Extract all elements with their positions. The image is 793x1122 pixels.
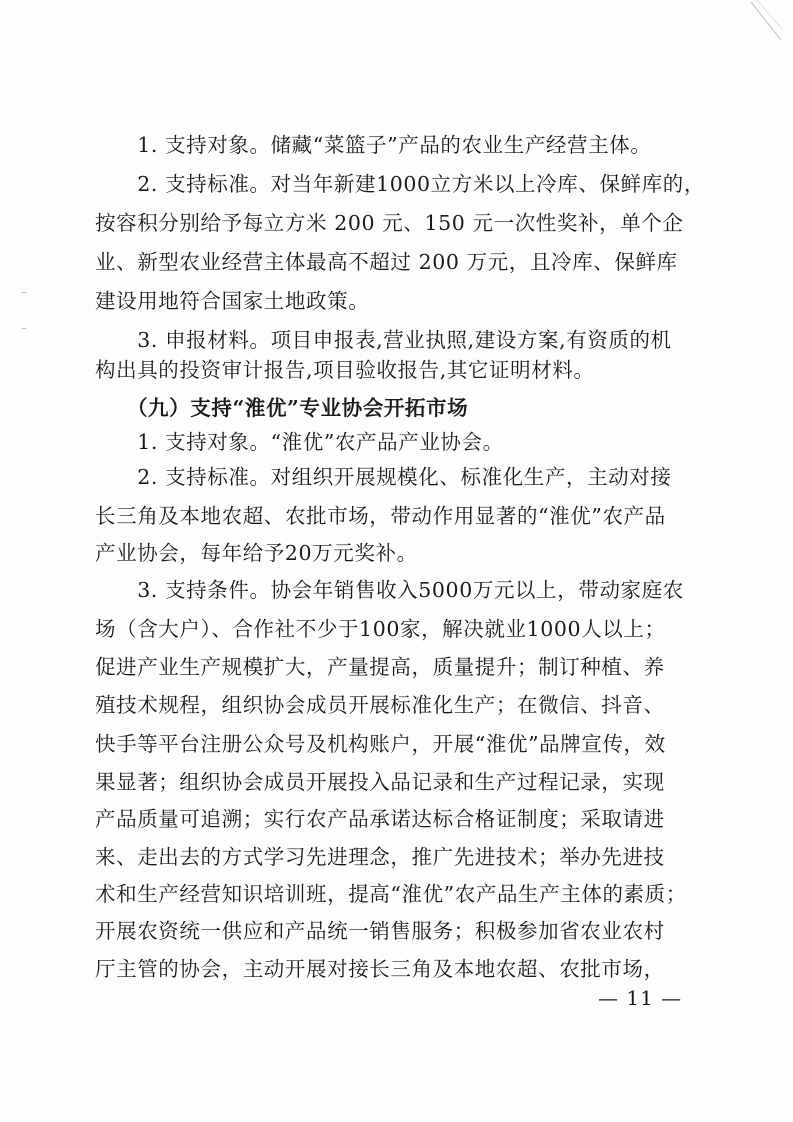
paragraph-line: 业、新型农业经营主体最高不超过 200 万元，且冷库、保鲜库 [95, 250, 678, 274]
paragraph-line: 快手等平台注册公众号及机构账户，开展“淮优”品牌宣传，效 [95, 732, 666, 756]
section-heading: （九）支持“淮优”专业协会开拓市场 [95, 396, 469, 420]
paragraph-line: 开展农资统一供应和产品统一销售服务；积极参加省农业农村 [95, 919, 665, 943]
paragraph-line: 1. 支持对象。“淮优”农产品产业协会。 [95, 430, 504, 454]
paragraph-line: 产品质量可追溯；实行农产品承诺达标合格证制度；采取请进 [95, 807, 665, 831]
paragraph-line: 果显著；组织协会成员开展投入品记录和生产过程记录，实现 [95, 770, 665, 794]
paragraph-line: 来、走出去的方式学习先进理念，推广先进技术；举办先进技 [95, 845, 665, 869]
paragraph-line: 厅主管的协会，主动开展对接长三角及本地农超、农批市场， [95, 957, 665, 981]
paragraph-line: 产业协会，每年给予20万元奖补。 [95, 541, 418, 565]
paragraph-line: 3. 支持条件。协会年销售收入5000万元以上，带动家庭农 [95, 578, 684, 602]
paragraph-line: 按容积分别给予每立方米 200 元、150 元一次性奖补，单个企 [95, 211, 684, 235]
paragraph-line: 建设用地符合国家土地政策。 [95, 289, 370, 313]
scan-artifact [22, 328, 26, 329]
scan-artifact [22, 292, 26, 293]
paragraph-line: 殖技术规程，组织协会成员开展标准化生产；在微信、抖音、 [95, 693, 665, 717]
paragraph-line: 2. 支持标准。对当年新建1000立方米以上冷库、保鲜库的， [95, 172, 705, 196]
paragraph-line: 构出具的投资审计报告,项目验收报告,其它证明材料。 [95, 358, 595, 382]
page-number: — 11 — [598, 986, 683, 1010]
paragraph-line: 促进产业生产规模扩大，产量提高，质量提升；制订种植、养 [95, 655, 665, 679]
paragraph-line: 场（含大户）、合作社不少于100家，解决就业1000人以上； [95, 617, 666, 641]
page-fold-mark [745, 0, 785, 60]
paragraph-line: 1. 支持对象。储藏“菜篮子”产品的农业生产经营主体。 [95, 133, 652, 157]
paragraph-line: 长三角及本地农超、农批市场，带动作用显著的“淮优”农产品 [95, 504, 666, 528]
paragraph-line: 术和生产经营知识培训班，提高“淮优”农产品生产主体的素质； [95, 882, 687, 906]
paragraph-line: 3. 申报材料。项目申报表,营业执照,建设方案,有资质的机 [95, 328, 672, 352]
paragraph-line: 2. 支持标准。对组织开展规模化、标准化生产，主动对接 [95, 465, 672, 489]
